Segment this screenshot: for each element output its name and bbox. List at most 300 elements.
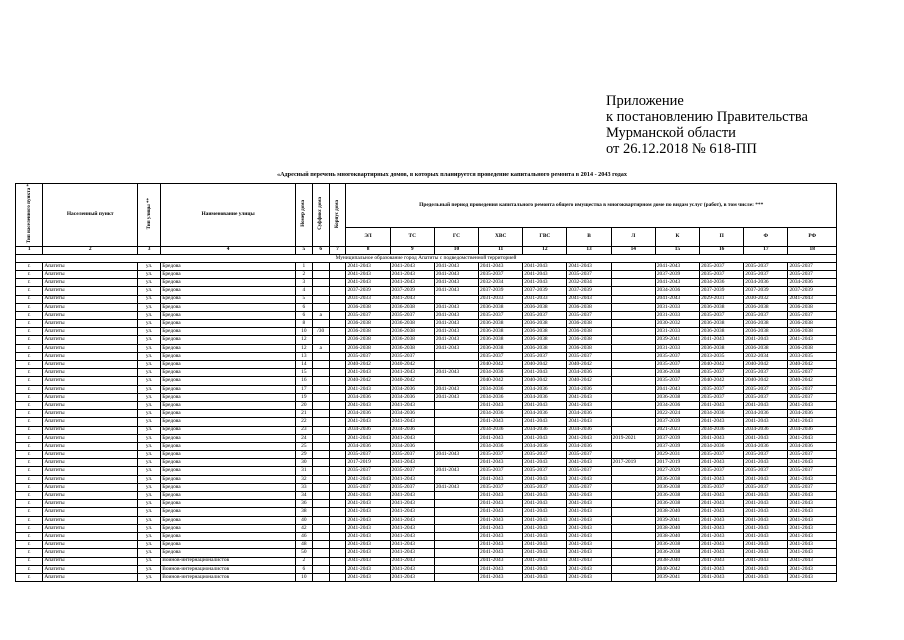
table-cell [611, 270, 655, 278]
table-cell: 2041-2043 [523, 279, 567, 287]
column-number: 3 [138, 246, 161, 254]
table-cell: 2041-2043 [390, 434, 434, 442]
table-cell [434, 492, 478, 500]
table-cell: 2035-2037 [567, 352, 611, 360]
table-row [16, 557, 837, 565]
table-cell: Апатиты [43, 385, 138, 393]
table-cell: 2035-2037 [744, 369, 788, 377]
table-cell: 2041-2043 [390, 573, 434, 581]
table-cell: 2036-2038 [523, 344, 567, 352]
table-cell: 2041-2043 [744, 524, 788, 532]
column-number: 1 [16, 246, 43, 254]
table-cell: 2041-2043 [523, 418, 567, 426]
table-cell: 2041-2043 [346, 573, 390, 581]
table-cell [329, 393, 346, 401]
table-cell: 2034-2036 [390, 385, 434, 393]
table-cell: 2033-2035 [788, 352, 837, 360]
table-cell [434, 508, 478, 516]
table-cell: 2041-2043 [567, 532, 611, 540]
table-cell: 2035-2037 [655, 352, 699, 360]
table-cell: 2036-2038 [479, 336, 523, 344]
table-cell: 2036-2038 [655, 549, 699, 557]
table-row [16, 393, 837, 401]
table-cell: 2041-2043 [346, 565, 390, 573]
table-cell: 2035-2037 [523, 352, 567, 360]
table-cell: 2035-2037 [744, 451, 788, 459]
document-title: «Адресный перечень многоквартирных домов, в которых планируется проведение капитального ремонта в 2014 - 2043 годах [276, 171, 627, 178]
table-cell: Апатиты [43, 516, 138, 524]
table-cell: 2041-2043 [523, 262, 567, 270]
table-cell: 2041-2043 [788, 573, 837, 581]
table-cell: Бредова [161, 344, 296, 352]
table-cell: 2041-2043 [655, 295, 699, 303]
table-cell [611, 565, 655, 573]
table-cell: 2034-2036 [390, 410, 434, 418]
table-cell [434, 295, 478, 303]
table-cell: 2041-2043 [567, 393, 611, 401]
table-cell: 14 [295, 361, 312, 369]
section-title: Муниципальное образование город Апатиты с подведомственной территорией [16, 254, 837, 262]
table-cell: Апатиты [43, 434, 138, 442]
table-cell: 2034-2036 [788, 279, 837, 287]
table-cell: 2034-2036 [700, 279, 744, 287]
table-cell: Бредова [161, 262, 296, 270]
table-cell: 2034-2036 [346, 393, 390, 401]
table-row [16, 483, 837, 491]
table-cell: 2041-2043 [390, 508, 434, 516]
table-cell: Апатиты [43, 410, 138, 418]
table-cell: г. [16, 532, 43, 540]
table-cell: 2041-2043 [523, 401, 567, 409]
table-cell [611, 500, 655, 508]
table-row [16, 385, 837, 393]
table-row [16, 434, 837, 442]
table-cell: 2034-2036 [788, 426, 837, 434]
table-cell [312, 279, 329, 287]
table-cell: 2041-2043 [479, 565, 523, 573]
table-cell: 2034-2036 [744, 426, 788, 434]
table-cell: Бредова [161, 270, 296, 278]
table-row [16, 500, 837, 508]
table-cell: 2 [295, 557, 312, 565]
table-cell: г. [16, 426, 43, 434]
table-cell: г. [16, 385, 43, 393]
table-cell: 2036-2038 [346, 303, 390, 311]
table-cell [611, 532, 655, 540]
table-row [16, 344, 837, 352]
table-cell: 2032-2034 [744, 352, 788, 360]
table-row [16, 328, 837, 336]
table-cell: 2041-2043 [479, 549, 523, 557]
table-cell: г. [16, 492, 43, 500]
table-cell [312, 295, 329, 303]
table-cell: 2041-2043 [390, 279, 434, 287]
table-cell [434, 549, 478, 557]
table-cell: ул. [138, 434, 161, 442]
table-row [16, 573, 837, 581]
table-cell: 2041-2043 [479, 434, 523, 442]
table-cell: 13 [295, 352, 312, 360]
table-cell: 2029-2031 [655, 451, 699, 459]
table-cell: Бредова [161, 532, 296, 540]
table-cell [611, 516, 655, 524]
table-cell [611, 426, 655, 434]
work-header: Ф [744, 228, 788, 246]
table-cell: 2031-2033 [655, 344, 699, 352]
table-cell: 2036-2038 [655, 492, 699, 500]
table-cell: 2041-2043 [434, 262, 478, 270]
table-cell [312, 475, 329, 483]
table-cell: 2041-2043 [788, 295, 837, 303]
table-cell: 2041-2043 [434, 483, 478, 491]
table-cell: 2027-2029 [655, 467, 699, 475]
table-cell: 2041-2043 [567, 459, 611, 467]
table-cell: 2041-2043 [744, 541, 788, 549]
table-cell: 2035-2037 [346, 451, 390, 459]
table-cell [312, 393, 329, 401]
table-cell: 2036-2038 [655, 369, 699, 377]
table-cell: 2041-2043 [567, 401, 611, 409]
table-cell: Бредова [161, 303, 296, 311]
table-cell: 2034-2036 [390, 442, 434, 450]
work-header: ЭЛ [346, 228, 390, 246]
table-cell [611, 401, 655, 409]
table-cell: 2041-2043 [567, 475, 611, 483]
table-cell: 2041-2043 [390, 295, 434, 303]
table-cell: Бредова [161, 287, 296, 295]
table-cell: 2037-2039 [523, 287, 567, 295]
table-cell: г. [16, 287, 43, 295]
table-cell: Бредова [161, 451, 296, 459]
table-cell [329, 336, 346, 344]
table-cell: 2034-2036 [655, 401, 699, 409]
table-cell: 2041-2043 [390, 516, 434, 524]
table-cell: Воинов-интернационалистов [161, 573, 296, 581]
table-cell: 2036-2038 [744, 303, 788, 311]
work-header: ГС [434, 228, 478, 246]
table-cell: ул. [138, 320, 161, 328]
table-cell: Апатиты [43, 320, 138, 328]
table-cell: 2032-2034 [479, 279, 523, 287]
table-cell: 2041-2043 [700, 459, 744, 467]
table-cell: 2041-2043 [346, 557, 390, 565]
table-cell: 2040-2042 [390, 377, 434, 385]
table-cell: 2036-2038 [788, 328, 837, 336]
table-cell: 2041-2043 [390, 418, 434, 426]
table-cell: 2041-2043 [700, 434, 744, 442]
table-cell: 2041-2043 [567, 434, 611, 442]
table-cell [312, 549, 329, 557]
table-cell [611, 385, 655, 393]
table-cell: ул. [138, 557, 161, 565]
table-cell: 2041-2043 [346, 475, 390, 483]
table-cell: 2019-2021 [611, 434, 655, 442]
table-cell: 2041-2043 [788, 475, 837, 483]
table-cell: 2041-2043 [479, 508, 523, 516]
table-cell: 2040-2042 [346, 377, 390, 385]
table-cell [312, 410, 329, 418]
table-cell [329, 565, 346, 573]
table-cell [329, 320, 346, 328]
table-cell: 2041-2043 [390, 532, 434, 540]
table-cell: 2036-2038 [346, 328, 390, 336]
table-cell: 2035-2037 [390, 451, 434, 459]
table-cell: 2035-2037 [788, 483, 837, 491]
table-cell: 2034-2036 [567, 442, 611, 450]
work-header: Л [611, 228, 655, 246]
table-cell: 2034-2036 [523, 410, 567, 418]
table-cell: Бредова [161, 524, 296, 532]
table-cell: 2041-2043 [700, 541, 744, 549]
table-cell: 2038-2040 [655, 508, 699, 516]
table-cell: 2041-2043 [390, 541, 434, 549]
table-cell [329, 508, 346, 516]
table-cell: Апатиты [43, 344, 138, 352]
table-cell [312, 467, 329, 475]
table-cell: 2041-2043 [655, 279, 699, 287]
table-cell: г. [16, 434, 43, 442]
table-cell: 2035-2037 [788, 270, 837, 278]
table-cell: 2041-2043 [346, 385, 390, 393]
table-cell [329, 426, 346, 434]
table-cell: 2041-2043 [788, 532, 837, 540]
table-cell: 2034-2036 [700, 426, 744, 434]
table-cell: 2032-2034 [567, 279, 611, 287]
table-cell: 2041-2043 [788, 508, 837, 516]
table-cell: 2034-2036 [479, 426, 523, 434]
table-cell [611, 295, 655, 303]
table-row [16, 549, 837, 557]
table-cell [329, 352, 346, 360]
table-cell [434, 475, 478, 483]
table-cell: Апатиты [43, 287, 138, 295]
table-cell: 2041-2043 [788, 524, 837, 532]
table-cell: 2036-2038 [700, 320, 744, 328]
table-cell: 2041-2043 [346, 401, 390, 409]
table-cell [434, 442, 478, 450]
table-cell [312, 426, 329, 434]
table-cell: Апатиты [43, 369, 138, 377]
table-cell: 2041-2043 [788, 418, 837, 426]
table-cell [312, 557, 329, 565]
table-cell: 2037-2039 [700, 287, 744, 295]
table-cell [312, 336, 329, 344]
table-cell: 2041-2043 [346, 532, 390, 540]
table-cell: 2041-2043 [479, 262, 523, 270]
table-cell: 2036-2038 [567, 320, 611, 328]
table-cell: 2031-2033 [655, 311, 699, 319]
table-cell: 2041-2043 [744, 557, 788, 565]
table-cell [434, 410, 478, 418]
table-cell: 3 [295, 279, 312, 287]
table-cell: 2017-2019 [611, 459, 655, 467]
table-cell: 2041-2043 [788, 459, 837, 467]
table-cell: ул. [138, 393, 161, 401]
table-cell: 2034-2036 [567, 426, 611, 434]
table-cell: г. [16, 508, 43, 516]
column-number: 14 [611, 246, 655, 254]
table-cell: 2041-2043 [479, 573, 523, 581]
table-cell: 2041-2043 [479, 500, 523, 508]
table-cell: 40 [295, 516, 312, 524]
table-cell: 2034-2036 [655, 287, 699, 295]
table-cell: 2036-2038 [567, 344, 611, 352]
work-header: ХВС [479, 228, 523, 246]
table-cell [329, 295, 346, 303]
table-cell: 2041-2043 [390, 475, 434, 483]
table-cell: Бредова [161, 516, 296, 524]
column-number: 16 [700, 246, 744, 254]
table-cell: г. [16, 328, 43, 336]
table-cell: 2034-2036 [479, 369, 523, 377]
table-cell: 2034-2036 [567, 385, 611, 393]
table-cell: ул. [138, 573, 161, 581]
table-cell: 2035-2037 [744, 393, 788, 401]
table-cell: 2034-2036 [700, 442, 744, 450]
table-cell: Апатиты [43, 352, 138, 360]
table-cell: 2034-2036 [346, 426, 390, 434]
table-cell [611, 483, 655, 491]
table-cell: 2035-2037 [700, 262, 744, 270]
table-cell [329, 557, 346, 565]
table-cell: 2034-2036 [700, 410, 744, 418]
table-cell: 2041-2043 [700, 516, 744, 524]
table-row [16, 279, 837, 287]
table-cell [611, 311, 655, 319]
table-cell: 2041-2043 [434, 451, 478, 459]
table-cell: г. [16, 565, 43, 573]
table-row [16, 311, 837, 319]
table-cell: Апатиты [43, 418, 138, 426]
table-cell: 2041-2043 [744, 336, 788, 344]
table-cell: 2035-2037 [700, 467, 744, 475]
table-cell: 2041-2043 [523, 516, 567, 524]
table-cell: 2034-2036 [479, 393, 523, 401]
table-cell: 2039-2041 [655, 516, 699, 524]
table-row [16, 369, 837, 377]
table-cell: 2036-2038 [744, 320, 788, 328]
table-cell: 2040-2042 [479, 377, 523, 385]
table-cell: 2035-2037 [744, 385, 788, 393]
table-cell: 2041-2043 [390, 369, 434, 377]
table-cell: Бредова [161, 410, 296, 418]
table-row [16, 410, 837, 418]
table-cell: г. [16, 320, 43, 328]
table-cell [312, 508, 329, 516]
table-cell [434, 459, 478, 467]
table-cell: 2041-2043 [434, 270, 478, 278]
table-cell: 2035-2037 [788, 393, 837, 401]
table-cell: 2034-2036 [479, 442, 523, 450]
table-cell [312, 524, 329, 532]
table-cell: 2041-2043 [434, 320, 478, 328]
table-cell: 22 [295, 418, 312, 426]
table-cell: 2041-2043 [434, 287, 478, 295]
table-cell [329, 500, 346, 508]
table-cell: 2041-2043 [523, 434, 567, 442]
table-cell: 2041-2043 [700, 508, 744, 516]
table-cell: 2041-2043 [567, 492, 611, 500]
table-cell: г. [16, 401, 43, 409]
table-cell [611, 336, 655, 344]
table-cell: 2037-2039 [655, 442, 699, 450]
table-cell: 2035-2037 [744, 467, 788, 475]
table-cell: а [312, 311, 329, 319]
table-cell: 2040-2042 [523, 361, 567, 369]
table-cell: 2035-2037 [479, 467, 523, 475]
table-cell: 2041-2043 [744, 508, 788, 516]
table-cell: Апатиты [43, 524, 138, 532]
table-cell [312, 541, 329, 549]
table-row [16, 377, 837, 385]
table-cell: Бредова [161, 369, 296, 377]
table-cell: Апатиты [43, 311, 138, 319]
table-row [16, 467, 837, 475]
column-number: 5 [295, 246, 312, 254]
table-cell: Апатиты [43, 377, 138, 385]
head-np: Населенный пункт [43, 184, 138, 247]
table-cell: 2041-2043 [788, 492, 837, 500]
table-cell: 2040-2042 [788, 361, 837, 369]
table-cell: 2041-2043 [700, 549, 744, 557]
table-cell: 8 [295, 320, 312, 328]
table-cell: ул. [138, 385, 161, 393]
table-cell: 2041-2043 [479, 516, 523, 524]
head-type-np: Тип населенного пункта * [16, 184, 43, 247]
table-cell: 2034-2036 [788, 410, 837, 418]
table-cell: Апатиты [43, 401, 138, 409]
table-cell: 31 [295, 467, 312, 475]
table-cell: 2041-2043 [788, 401, 837, 409]
table-cell: 2029-2031 [700, 295, 744, 303]
table-cell [611, 279, 655, 287]
table-cell: 2041-2043 [567, 549, 611, 557]
table-cell: г. [16, 557, 43, 565]
table-cell: 2037-2039 [567, 287, 611, 295]
table-cell: Апатиты [43, 295, 138, 303]
table-cell: 2041-2043 [390, 500, 434, 508]
table-cell [434, 377, 478, 385]
table-cell: Апатиты [43, 541, 138, 549]
work-header: К [655, 228, 699, 246]
table-cell: 2031-2033 [655, 303, 699, 311]
table-cell: 2035-2037 [744, 483, 788, 491]
table-cell: ул. [138, 328, 161, 336]
table-cell [312, 492, 329, 500]
table-cell: 2041-2043 [788, 541, 837, 549]
table-cell: Бредова [161, 401, 296, 409]
table-row [16, 442, 837, 450]
table-cell [611, 549, 655, 557]
table-cell: 2041-2043 [567, 524, 611, 532]
table-row [16, 336, 837, 344]
column-numbers-row [16, 246, 837, 254]
table-cell [312, 516, 329, 524]
table-row [16, 451, 837, 459]
table-cell: 2041-2043 [744, 475, 788, 483]
table-cell: 2035-2037 [567, 451, 611, 459]
table-cell: 2041-2043 [788, 434, 837, 442]
table-cell: /30 [312, 328, 329, 336]
table-cell: Бредова [161, 475, 296, 483]
table-row [16, 262, 837, 270]
table-cell: 2041-2043 [788, 549, 837, 557]
table-cell: 2041-2043 [434, 328, 478, 336]
table-cell: 2037-2039 [744, 287, 788, 295]
table-cell: 2041-2043 [523, 549, 567, 557]
table-cell [329, 434, 346, 442]
table-cell: 2040-2042 [567, 361, 611, 369]
